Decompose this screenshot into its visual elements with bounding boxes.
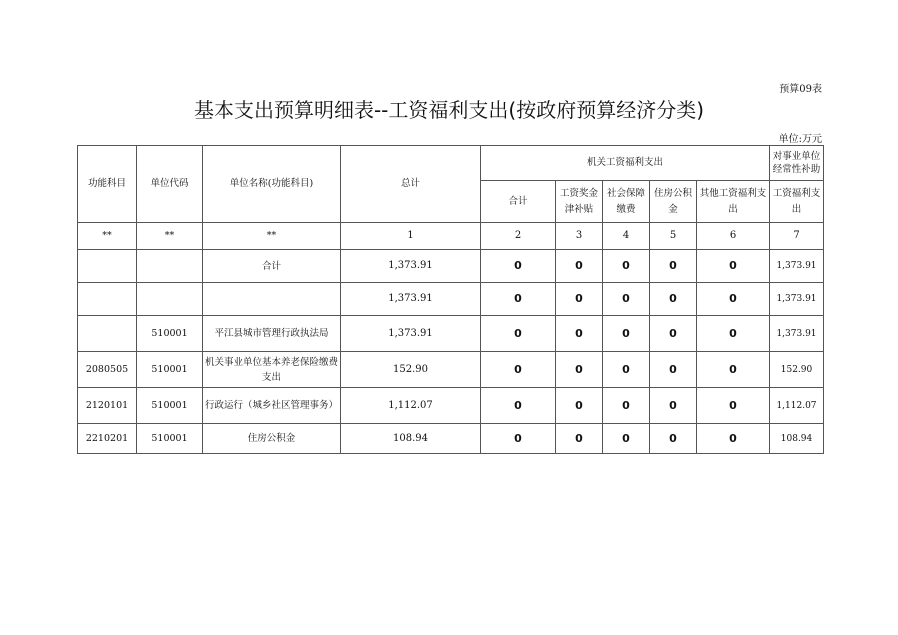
salary-bonus-cell: 0: [556, 283, 603, 316]
unit-label: 单位:万元: [778, 134, 822, 145]
header-housing-fund: 住房公积金: [650, 181, 697, 223]
other-salary-cell: 0: [697, 424, 770, 454]
func-subject-cell: 2210201: [78, 424, 137, 454]
salary-bonus-cell: 0: [556, 352, 603, 388]
housing-fund-cell: 0: [650, 352, 697, 388]
unit-code-cell: 510001: [137, 316, 203, 352]
sub-total-cell: 0: [481, 424, 556, 454]
header-subsidy-salary: 工资福利支出: [770, 181, 824, 223]
other-salary-cell: 0: [697, 388, 770, 424]
unit-name-cell: [203, 283, 341, 316]
subsidy-salary-cell: 1,112.07: [770, 388, 824, 424]
func-subject-cell: 2080505: [78, 352, 137, 388]
social-insurance-cell: 0: [603, 250, 650, 283]
header-agency-group: 机关工资福利支出: [481, 146, 770, 181]
subsidy-salary-cell: 1,373.91: [770, 250, 824, 283]
unit-name-cell: 住房公积金: [203, 424, 341, 454]
table-row: [78, 250, 824, 283]
index-cell: 1: [341, 223, 481, 250]
social-insurance-cell: 0: [603, 424, 650, 454]
salary-bonus-cell: 0: [556, 250, 603, 283]
unit-code-cell: [137, 250, 203, 283]
salary-bonus-cell: 0: [556, 424, 603, 454]
sub-total-cell: 0: [481, 316, 556, 352]
unit-code-cell: 510001: [137, 352, 203, 388]
total-cell: 1,373.91: [341, 250, 481, 283]
other-salary-cell: 0: [697, 352, 770, 388]
total-cell: 152.90: [341, 352, 481, 388]
func-subject-cell: 2120101: [78, 388, 137, 424]
index-cell: 5: [650, 223, 697, 250]
unit-name-cell: 机关事业单位基本养老保险缴费支出: [203, 352, 341, 388]
housing-fund-cell: 0: [650, 250, 697, 283]
header-func-subject: 功能科目: [78, 146, 137, 223]
func-subject-cell: [78, 316, 137, 352]
table-row: [78, 316, 824, 352]
table-row: [78, 352, 824, 388]
header-other-salary: 其他工资福利支出: [697, 181, 770, 223]
header-row-1: [78, 146, 824, 181]
header-sub-total: 合计: [481, 181, 556, 223]
header-unit-name: 单位名称(功能科目): [203, 146, 341, 223]
unit-name-cell: 平江县城市管理行政执法局: [203, 316, 341, 352]
total-cell: 108.94: [341, 424, 481, 454]
sub-total-cell: 0: [481, 388, 556, 424]
unit-code-cell: [137, 283, 203, 316]
func-subject-cell: [78, 250, 137, 283]
unit-name-cell: 行政运行（城乡社区管理事务）: [203, 388, 341, 424]
social-insurance-cell: 0: [603, 283, 650, 316]
table-row: [78, 424, 824, 454]
index-cell: 6: [697, 223, 770, 250]
other-salary-cell: 0: [697, 250, 770, 283]
unit-code-cell: 510001: [137, 424, 203, 454]
subsidy-salary-cell: 108.94: [770, 424, 824, 454]
other-salary-cell: 0: [697, 316, 770, 352]
func-subject-cell: [78, 283, 137, 316]
housing-fund-cell: 0: [650, 316, 697, 352]
table-row: [78, 388, 824, 424]
index-cell: 2: [481, 223, 556, 250]
subsidy-salary-cell: 152.90: [770, 352, 824, 388]
other-salary-cell: 0: [697, 283, 770, 316]
subsidy-salary-cell: 1,373.91: [770, 316, 824, 352]
social-insurance-cell: 0: [603, 388, 650, 424]
index-row: [78, 223, 824, 250]
header-unit-code: 单位代码: [137, 146, 203, 223]
social-insurance-cell: 0: [603, 352, 650, 388]
total-cell: 1,112.07: [341, 388, 481, 424]
total-cell: 1,373.91: [341, 316, 481, 352]
index-cell: 3: [556, 223, 603, 250]
index-cell: **: [137, 223, 203, 250]
sub-total-cell: 0: [481, 283, 556, 316]
housing-fund-cell: 0: [650, 283, 697, 316]
social-insurance-cell: 0: [603, 316, 650, 352]
page-title: 基本支出预算明细表--工资福利支出(按政府预算经济分类): [193, 98, 705, 122]
budget-table: [77, 145, 824, 454]
unit-code-cell: 510001: [137, 388, 203, 424]
index-cell: **: [203, 223, 341, 250]
sub-total-cell: 0: [481, 352, 556, 388]
form-code-label: 预算09表: [779, 84, 822, 95]
header-salary-bonus: 工资奖金津补贴: [556, 181, 603, 223]
index-cell: **: [78, 223, 137, 250]
salary-bonus-cell: 0: [556, 316, 603, 352]
index-cell: 4: [603, 223, 650, 250]
housing-fund-cell: 0: [650, 424, 697, 454]
sub-total-cell: 0: [481, 250, 556, 283]
header-subsidy-group: 对事业单位经常性补助: [770, 146, 824, 181]
housing-fund-cell: 0: [650, 388, 697, 424]
unit-name-cell: 合计: [203, 250, 341, 283]
salary-bonus-cell: 0: [556, 388, 603, 424]
header-total: 总计: [341, 146, 481, 223]
subsidy-salary-cell: 1,373.91: [770, 283, 824, 316]
table-row: [78, 283, 824, 316]
total-cell: 1,373.91: [341, 283, 481, 316]
header-social-insurance: 社会保障缴费: [603, 181, 650, 223]
index-cell: 7: [770, 223, 824, 250]
